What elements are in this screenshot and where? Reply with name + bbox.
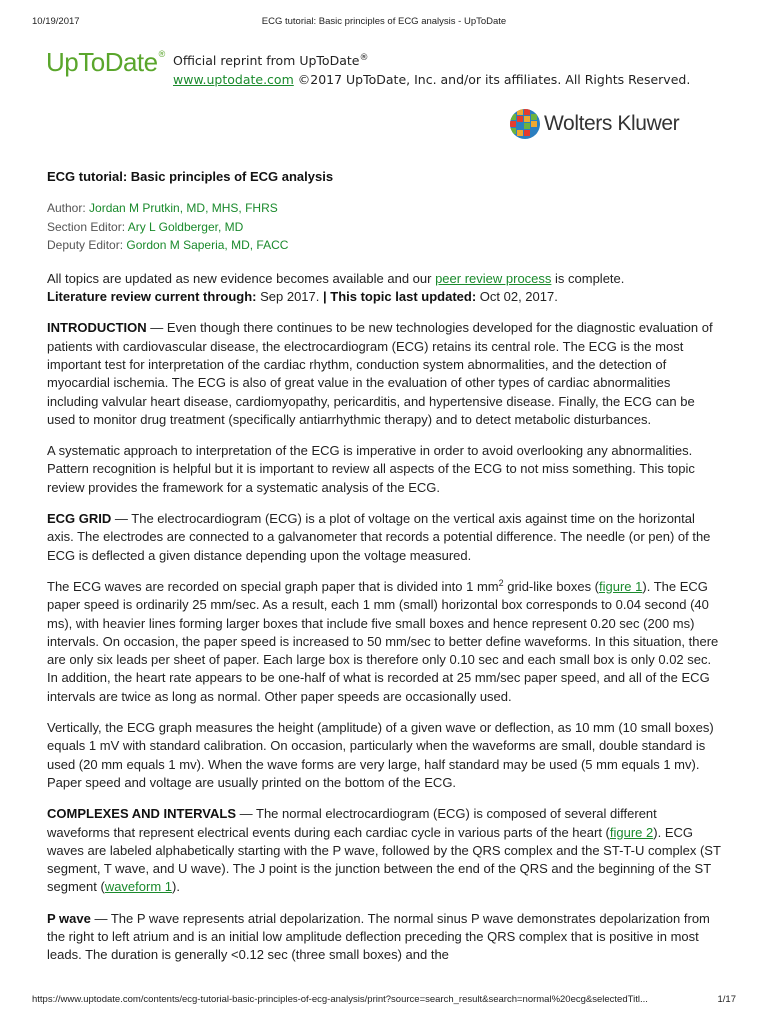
section-editor-row (47, 218, 723, 237)
figure-2-link[interactable]: figure 2 (609, 824, 654, 840)
complexes-text: — The normal electrocardiogram (ECG) is composed of several different waveforms that represent electrical events during each cardiac cycle in various parts of the heart ( (47, 806, 657, 840)
logo-registered-mark: ® (158, 49, 165, 59)
author-label: Author: (47, 201, 90, 216)
uptodate-logo (46, 47, 165, 78)
reprint-registered-mark: ® (359, 53, 369, 63)
author-link[interactable]: Jordan M Prutkin, MD, MHS, FHRS (89, 201, 278, 216)
deputy-editor-row (47, 236, 723, 255)
deputy-editor-link[interactable]: Gordon M Saperia, MD, FACC (126, 238, 289, 253)
paper-text-2: grid-like boxes ( (503, 578, 600, 594)
uptodate-site-link[interactable]: www.uptodate.com (173, 72, 294, 88)
pwave-paragraph (47, 910, 723, 965)
article-contributors (47, 199, 723, 255)
logo-text: UpToDate (46, 47, 158, 77)
peer-review-link[interactable]: peer review process (435, 270, 552, 286)
reprint-line: Official reprint from UpToDate (173, 53, 360, 69)
update-notice (47, 270, 723, 307)
paper-text: The ECG waves are recorded on special graph paper that is divided into 1 mm (47, 578, 499, 594)
lit-review-date: Sep 2017. (256, 289, 320, 305)
grid-paragraph (47, 510, 723, 565)
update-text: All topics are updated as new evidence becomes available and our (47, 270, 436, 286)
figure-1-link[interactable]: figure 1 (599, 578, 643, 594)
wolters-kluwer-globe-icon (509, 108, 541, 140)
systematic-paragraph: A systematic approach to interpretation of the ECG is imperative in order to avoid overlooking any abnormalities. Pattern recognition is helpful but it is important to review all aspects of the ECG to not miss something. This topic review provides the framework for a systematic analysis of the ECG. (47, 443, 695, 495)
last-updated-label: This topic last updated: (330, 289, 477, 305)
squared-superscript: 2 (498, 577, 504, 588)
wolters-kluwer-text: Wolters Kluwer (544, 112, 680, 135)
print-date: 10/19/2017 (32, 16, 80, 27)
print-page-number: 1/17 (717, 994, 736, 1005)
separator: | (319, 289, 331, 305)
paper-text-3: ). The ECG paper speed is ordinarily 25 mm/sec. As a result, each 1 mm (small) horizontal box corresponds to 0.04 second (40 ms), with heavier lines forming larger boxes that include five small boxes and hence represent 0.20 sec (200 ms) intervals. On occasion, the paper speed is increased to 50 mm/sec to better define waveforms. In this situation, there are only six leads per sheet of paper. Each large box is therefore only 0.10 sec and each small box is only 0.02 sec. In addition, the heart rate appears to be one-half of what is recorded at 25 mm/sec paper speed, and all of the ECG intervals are twice as long as normal. Other paper speeds are occasionally used. (47, 578, 719, 704)
deputy-editor-label: Deputy Editor: (47, 238, 127, 253)
print-footer-url: https://www.uptodate.com/contents/ecg-tutorial-basic-principles-of-ecg-analysis/print?source=search_result&search=normal%20ecg&selectedTitl... (32, 994, 648, 1005)
section-editor-link[interactable]: Ary L Goldberger, MD (127, 219, 244, 234)
complexes-text-2: ). ECG waves are labeled alphabetically starting with the P wave, followed by the QRS complex and the ST-T-U complex (ST segment, T wave, and U wave). The J point is the junction between the end of the QRS and the beginning of the ST segment ( (47, 824, 721, 895)
article-body (47, 168, 723, 978)
grid-text: — The electrocardiogram (ECG) is a plot of voltage on the vertical axis against time on the horizontal axis. The electrodes are connected to a galvanometer that records a potential difference. The needle (or pen) of the ECG is deflected a given distance depending upon the voltage measured. (47, 511, 711, 563)
complexes-paragraph (47, 805, 723, 896)
update-text-end: is complete. (551, 270, 625, 286)
lit-review-label: Literature review current through: (47, 289, 257, 305)
vertical-paragraph: Vertically, the ECG graph measures the height (amplitude) of a given wave or deflection, as 10 mm (10 small boxes) equals 1 mV with standard calibration. On occasion, particularly when the waveforms are small, double standard is used (20 mm equals 1 mv). When the wave forms are very large, half standard may be used (5 mm equals 1 mv). Paper speed and voltage are usually printed on the bottom of the ECG. (47, 720, 714, 790)
last-updated-date: Oct 02, 2017. (476, 289, 558, 305)
article-title: ECG tutorial: Basic principles of ECG analysis (47, 169, 334, 184)
copyright-text: ©2017 UpToDate, Inc. and/or its affiliates. All Rights Reserved. (293, 72, 691, 88)
print-page-title: ECG tutorial: Basic principles of ECG analysis - UpToDate (261, 16, 507, 27)
wolters-kluwer-logo (509, 108, 679, 140)
waveform-1-link[interactable]: waveform 1 (104, 879, 173, 895)
intro-heading: INTRODUCTION (47, 320, 147, 336)
pwave-text: — The P wave represents atrial depolarization. The normal sinus P wave demonstrates depolarization from the right to left atrium and is an initial low amplitude deflection preceding the QRS complex that is positive in most leads. The duration is generally <0.12 sec (three small boxes) and the (47, 910, 710, 963)
grid-heading: ECG GRID (47, 511, 112, 527)
author-row (47, 199, 723, 218)
reprint-notice (173, 49, 690, 89)
paper-paragraph (47, 578, 723, 706)
complexes-text-3: ). (172, 879, 180, 895)
pwave-heading: P wave (47, 910, 91, 926)
intro-text: — Even though there continues to be new technologies developed for the diagnostic evaluation of patients with cardiovascular disease, the electrocardiogram (ECG) retains its central role. The ECG is the most important test for interpretation of the cardiac rhythm, conduction system abnormalities, and the detection of myocardial ischemia. The ECG is also of great value in the evaluation of other types of cardiac abnormalities including valvular heart disease, cardiomyopathy, pericarditis, and hypertensive disease. Finally, the ECG can be used to monitor drug treatment (specifically antiarrhythmic therapy) and to detect metabolic disturbances. (47, 320, 713, 427)
complexes-heading: COMPLEXES AND INTERVALS (47, 806, 237, 822)
section-editor-label: Section Editor: (47, 219, 128, 234)
intro-paragraph (47, 319, 723, 429)
